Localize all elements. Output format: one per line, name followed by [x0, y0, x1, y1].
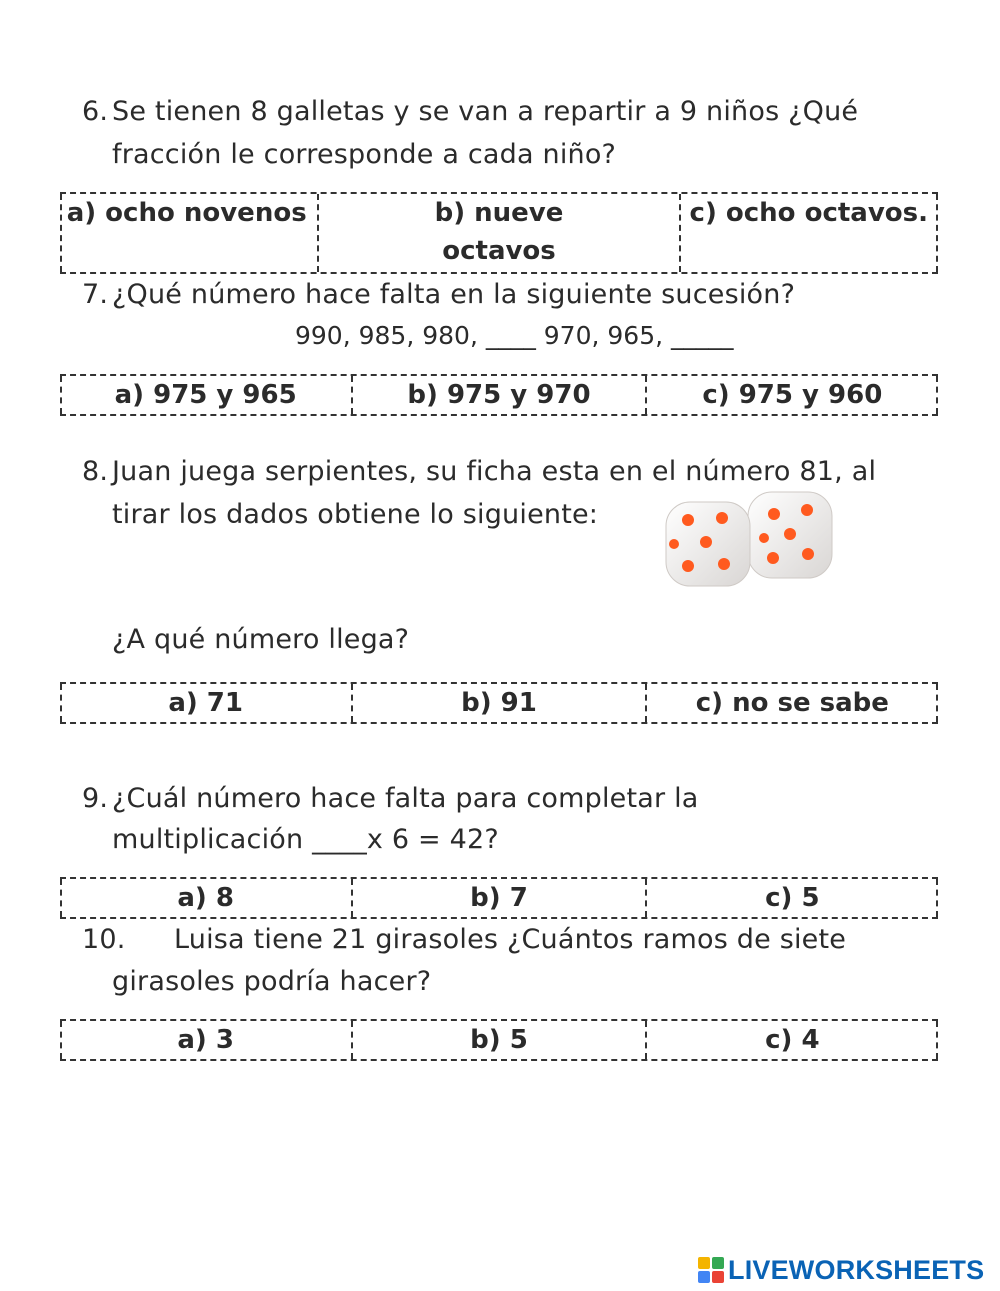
right-die: [748, 492, 832, 578]
question-10-option-b[interactable]: b) 5: [351, 1021, 644, 1059]
die-pip: [682, 560, 694, 572]
question-9-options: [60, 877, 938, 919]
question-6-option-b[interactable]: b) nueve octavos: [317, 194, 680, 272]
die-pip: [718, 558, 730, 570]
question-7-text-1: ¿Qué número hace falta en la siguiente sucesión?: [112, 279, 796, 310]
question-6-line-1: [82, 92, 858, 132]
liveworksheets-logo[interactable]: [698, 1253, 984, 1287]
question-9-option-a[interactable]: a) 8: [177, 883, 234, 913]
left-die: [666, 502, 750, 586]
question-8-options: [60, 682, 938, 724]
die-pip: [700, 536, 712, 548]
dice-image: [660, 488, 840, 592]
question-10-text-2: girasoles podría hacer?: [112, 966, 432, 997]
die-pip: [759, 533, 769, 543]
question-10-line-1: [82, 920, 846, 960]
die-pip: [669, 539, 679, 549]
question-8-text-1: Juan juega serpientes, su ficha esta en el número 81, al: [112, 456, 877, 487]
question-10-number: 10.: [82, 924, 126, 955]
question-10-option-c[interactable]: c) 4: [645, 1021, 938, 1059]
question-8-text-3: ¿A qué número llega?: [112, 624, 410, 655]
question-7-line-1: [82, 275, 795, 315]
question-8-option-c[interactable]: c) no se sabe: [645, 684, 938, 722]
question-8-option-b[interactable]: b) 91: [351, 684, 644, 722]
question-6-text-2: fracción le corresponde a cada niño?: [112, 139, 617, 170]
question-8-line-1: [82, 452, 876, 492]
die-pip: [802, 548, 814, 560]
question-10-line-2: [112, 962, 431, 1002]
question-8-number: 8.: [82, 456, 109, 487]
question-6-option-c[interactable]: c) ocho octavos.: [679, 194, 938, 272]
question-6-option-a[interactable]: a) ocho novenos: [66, 198, 307, 228]
die-pip: [768, 508, 780, 520]
question-9-number: 9.: [82, 783, 109, 814]
question-8-line-3: [112, 620, 409, 660]
question-10-option-a[interactable]: a) 3: [177, 1025, 234, 1055]
question-9-text-1: ¿Cuál número hace falta para completar la: [112, 783, 699, 814]
die-pip: [682, 514, 694, 526]
die-pip: [784, 528, 796, 540]
question-8-line-2: [112, 495, 598, 535]
question-9-text-2: multiplicación ____x 6 = 42?: [112, 824, 499, 855]
question-9-option-c[interactable]: c) 5: [645, 879, 938, 917]
question-8-text-2: tirar los dados obtiene lo siguiente:: [112, 499, 599, 530]
liveworksheets-logo-icon: [698, 1257, 724, 1283]
question-9-option-b[interactable]: b) 7: [351, 879, 644, 917]
question-10-text-1: Luisa tiene 21 girasoles ¿Cuántos ramos de siete: [174, 924, 847, 955]
question-7-option-c[interactable]: c) 975 y 960: [645, 376, 938, 414]
die-pip: [716, 512, 728, 524]
die-pip: [767, 552, 779, 564]
question-7-option-b[interactable]: b) 975 y 970: [351, 376, 644, 414]
question-6-text-1: Se tienen 8 galletas y se van a repartir a 9 niños ¿Qué: [112, 96, 859, 127]
question-8-option-a[interactable]: a) 71: [168, 688, 243, 718]
question-10-options: [60, 1019, 938, 1061]
question-7-sequence: 990, 985, 980, ____ 970, 965, _____: [295, 321, 734, 350]
question-7-option-a[interactable]: a) 975 y 965: [114, 380, 297, 410]
liveworksheets-logo-text: LIVEWORKSHEETS: [728, 1254, 985, 1285]
question-6-options: [60, 192, 938, 274]
question-9-line-2: [112, 820, 499, 860]
die-pip: [801, 504, 813, 516]
question-6-number: 6.: [82, 96, 109, 127]
question-7-options: [60, 374, 938, 416]
question-9-line-1: [82, 779, 699, 819]
question-7-number: 7.: [82, 279, 109, 310]
question-6-line-2: [112, 135, 616, 175]
